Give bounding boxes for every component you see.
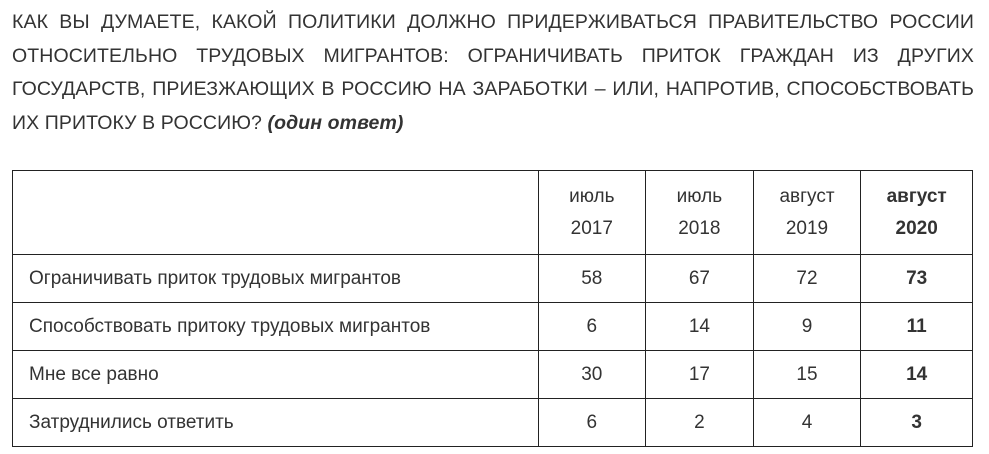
header-month: август — [886, 185, 947, 207]
question-heading — [12, 6, 974, 140]
row-value: 72 — [753, 255, 861, 303]
table-row — [13, 399, 973, 447]
header-corner-cell — [13, 171, 539, 255]
results-table — [12, 170, 973, 447]
row-value-latest: 11 — [861, 303, 973, 351]
row-value: 6 — [538, 303, 646, 351]
row-label: Способствовать притоку трудовых мигрантов — [13, 303, 539, 351]
question-hint: (один ответ) — [267, 111, 404, 134]
header-month: август — [779, 185, 835, 207]
header-col-aug-2020 — [861, 171, 973, 255]
header-col-aug-2019 — [753, 171, 861, 255]
row-value: 14 — [646, 303, 754, 351]
question-text: КАК ВЫ ДУМАЕТЕ, КАКОЙ ПОЛИТИКИ ДОЛЖНО ПРИДЕРЖИВАТЬСЯ ПРАВИТЕЛЬСТВО РОССИИ ОТНОСИТЕЛЬНО ТРУДОВЫХ МИГРАНТОВ: ОГРАНИЧИВАТЬ ПРИТОК ГРАЖДАН ИЗ ДРУГИХ ГОСУДАРСТВ, ПРИЕЗЖАЮЩИХ В РОССИЮ НА ЗАРАБОТКИ – ИЛИ, НАПРОТИВ, СПОСОБСТВОВАТЬ ИХ ПРИТОКУ В РОССИЮ? — [12, 11, 974, 134]
row-label: Затруднились ответить — [13, 399, 539, 447]
row-label: Мне все равно — [13, 351, 539, 399]
header-year: 2020 — [895, 217, 938, 239]
header-year: 2019 — [785, 217, 829, 239]
row-value: 6 — [538, 399, 646, 447]
row-value: 9 — [753, 303, 861, 351]
row-value-latest: 14 — [861, 351, 973, 399]
table-header — [13, 171, 973, 255]
row-value-latest: 73 — [861, 255, 973, 303]
header-month: июль — [676, 185, 723, 207]
row-value: 4 — [753, 399, 861, 447]
row-value: 30 — [538, 351, 646, 399]
row-value-latest: 3 — [861, 399, 973, 447]
header-col-jul-2017 — [538, 171, 646, 255]
row-value: 67 — [646, 255, 754, 303]
row-label: Ограничивать приток трудовых мигрантов — [13, 255, 539, 303]
table-body — [13, 255, 973, 447]
header-year: 2017 — [570, 217, 613, 239]
header-col-jul-2018 — [646, 171, 754, 255]
row-value: 15 — [753, 351, 861, 399]
header-row — [13, 171, 973, 255]
table-row — [13, 303, 973, 351]
row-value: 58 — [538, 255, 646, 303]
row-value: 2 — [646, 399, 754, 447]
header-month: июль — [569, 185, 615, 207]
table-row — [13, 255, 973, 303]
header-year: 2018 — [678, 217, 721, 239]
table-row — [13, 351, 973, 399]
row-value: 17 — [646, 351, 754, 399]
